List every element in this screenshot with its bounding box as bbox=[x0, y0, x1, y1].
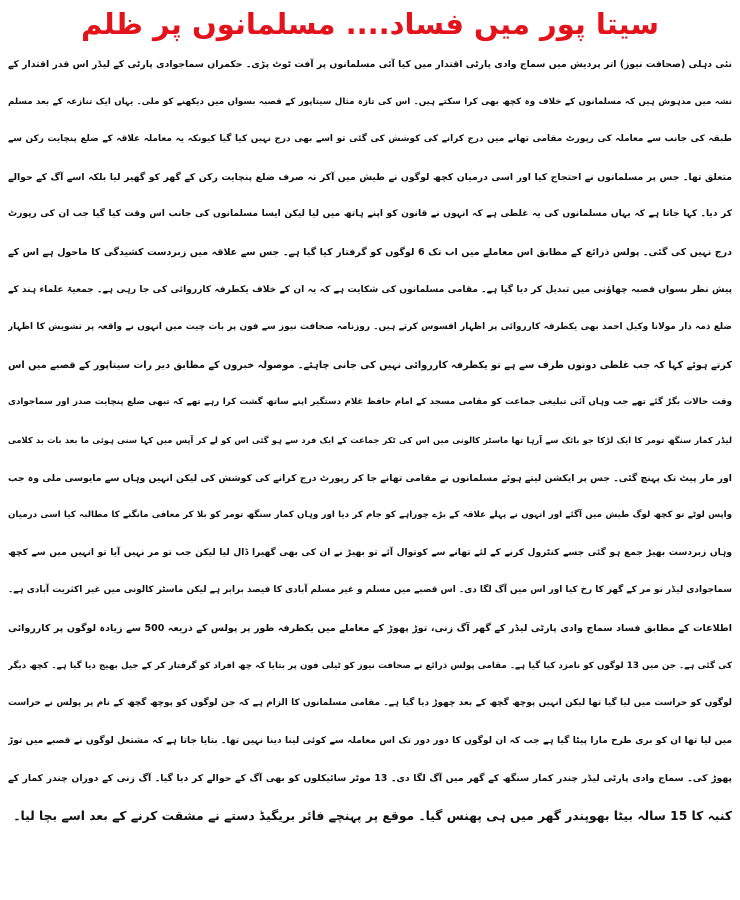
article-line: واپس لوٹے تو کچھ لوگ طیش میں آگئے اور انہوں نے پہلے علاقہ کے بڑے چوراہے کو جام کر دیا اور وہاں کمار سنگھ تومر کو بلا کر معافی مانگنے کا مطالبہ کیا اسی درمیان bbox=[8, 510, 732, 521]
article-line: سماجوادی لیڈر تو مر کے گھر کا رخ کیا اور اس میں آگ لگا دی۔ اس قصبے میں مسلم و غیر مسلم آبادی کا فیصد برابر ہے لیکن ماسٹر کالونی میں غیر اکثریت آبادی ہے۔ bbox=[8, 585, 732, 596]
article-line: کر دیا۔ کہا جاتا ہے کہ یہاں مسلمانوں کی یہ غلطی ہے کہ انہوں نے قانون کو اپنے ہاتھ میں لیا لیکن ایسا مسلمانوں کی جانب اس وقت کیا گیا جب ان کی رپورٹ bbox=[8, 209, 732, 220]
article-line: نشہ میں مدہوش ہیں کہ مسلمانوں کے خلاف وہ کچھ بھی کرا سکتے ہیں۔ اس کی تازہ مثال سیتاپور کے قصبہ بسواں میں دیکھنے کو ملی۔ یہاں ایک تنازعہ کے بعد مسلم bbox=[8, 96, 732, 107]
article-line: نئی دہلی (صحافت نیوز) اتر پردیش میں سماج وادی پارٹی اقتدار میں کیا آئی مسلمانوں پر آفت ٹوٹ پڑی۔ حکمراں سماجوادی پارٹی کے لیڈر اس قدر اقتدار کے bbox=[8, 59, 732, 70]
article-line: متعلق تھا۔ جس پر مسلمانوں نے احتجاج کیا اور اسی درمیان کچھ لوگوں نے طیش میں آکر نہ صرف ضلع پنچایت رکن کے گھر کو گھیر لیا بلکہ اسے آگ کے حوالے bbox=[8, 171, 732, 183]
article-line: کرتے ہوئے کہا کہ جب غلطی دونوں طرف سے ہے تو یکطرفہ کارروائی نہیں کی جانی چاہئے۔ موصولہ خبروں کے مطابق دیر رات سیتاپور کے قصبے میں اس bbox=[8, 359, 732, 371]
article-line: لوگوں کو حراست میں لیا گیا تھا لیکن انہیں پوچھ گچھ کے بعد چھوڑ دیا گیا ہے۔ مقامی مسلمانوں کا الزام ہے کہ جن لوگوں کو پوچھ گچھ کے نام پر پولس نے حراست bbox=[8, 698, 732, 709]
article-line: کنبہ کا 15 سالہ بیٹا بھوپندر گھر میں ہی پھنس گیا۔ موقع پر پہنچے فائر بریگیڈ دستے نے مشقت کرنے کے بعد اسے بچا لیا۔ bbox=[13, 808, 732, 823]
article-line: وہاں زبردست بھیڑ جمع ہو گئی جسے کنٹرول کرنے کے لئے تھانے سے کوتوال آئے تو بھیڑ نے ان کی بھی گھیرا ڈال لیا لیکن جب تو مر نہیں آیا تو انہیں میں سے کچھ bbox=[8, 547, 732, 558]
article-body bbox=[8, 46, 732, 835]
article-line: میں لیا تھا ان کو بری طرح مارا پیٹا گیا ہے جب کہ ان لوگوں کا دور دور تک اس معاملہ سے کوئی لینا دینا نہیں تھا۔ بتایا جاتا ہے کہ مشتعل لوگوں نے قصبے میں توڑ bbox=[8, 735, 732, 746]
article-line: درج نہیں کی گئی۔ پولس ذرائع کے مطابق اس معاملے میں اب تک 6 لوگوں کو گرفتار کیا گیا ہے۔ جس سے علاقہ میں زبردست کشیدگی کا ماحول ہے اس کے bbox=[8, 246, 732, 258]
article-line: لیڈر کمار سنگھ تومر کا ایک لڑکا جو بائک سے آرہا تھا ماسٹر کالونی میں اس کی ٹکر جماعت کے ایک فرد سے ہو گئی اس کو لے کر آپس میں کہا سنی ہوئی ما بعد بات بد کلامی bbox=[8, 434, 732, 445]
article-line: اطلاعات کے مطابق فساد سماج وادی پارٹی لیڈر کے گھر آگ زنی، توڑ پھوڑ کے معاملے میں یکطرفہ طور پر پولس کے ذریعہ 500 سے زیادہ لوگوں پر کارروائی bbox=[8, 622, 732, 634]
article-line: ضلع ذمہ دار مولانا وکیل احمد بھی یکطرفہ کارروائی پر اظہار افسوس کرتے ہیں۔ روزنامہ صحافت نیوز سے فون پر بات چیت میں انہوں نے واقعہ پر تشویش کا اظہار bbox=[8, 322, 732, 333]
article-line: کی گئی ہے۔ جن میں 13 لوگوں کو نامزد کیا گیا ہے۔ مقامی پولس ذرائع نے صحافت نیوز کو ٹیلی فون پر بتایا کہ چھ افراد کو گرفتار کر کے جیل بھیج دیا گیا ہے۔ کچھ دیگر bbox=[8, 660, 732, 671]
article-line: وقت حالات بگڑ گئے تھے جب وہاں آئی تبلیغی جماعت کو مقامی مسجد کے امام حافظ غلام دستگیر اپنے ساتھ گشت کرا رہے تھے کہ تبھی ضلع پنچایت صدر اور سماجوادی bbox=[8, 397, 732, 408]
article-line: پیش نظر بسواں قصبہ چھاؤنی میں تبدیل کر دیا گیا ہے۔ مقامی مسلمانوں کی شکایت ہے کہ یہ ان کے خلاف یکطرفہ کارروائی کی جا رہی ہے۔ جمعیۃ علماء ہند کے bbox=[8, 284, 732, 295]
article-line: اور مار پیٹ تک پہنچ گئی۔ جس پر ایکشن لیتے ہوئے مسلمانوں نے مقامی تھانے جا کر رپورٹ درج کرانے کی کوشش کی لیکن انہیں وہاں سے مایوسی ملی وہ جب bbox=[8, 472, 732, 484]
headline: سیتا پور میں فساد.... مسلمانوں پر ظلم bbox=[81, 7, 659, 41]
article-line: پھوڑ کی۔ سماج وادی پارٹی لیڈر چندر کمار سنگھ کے گھر میں آگ لگا دی۔ 13 موٹر سائیکلوں کو بھی آگ کے حوالے کر دیا گیا۔ آگ زنی کے دوران چندر کمار کے bbox=[8, 773, 732, 785]
article-line: طبقہ کی جانب سے معاملہ کی رپورٹ مقامی تھانے میں درج کرانے کی کوشش کی گئی تو اسے بھی درج نہیں کیا گیا کیونکہ یہ معاملہ علاقہ کے ضلع پنچایت رکن سے bbox=[8, 134, 732, 145]
